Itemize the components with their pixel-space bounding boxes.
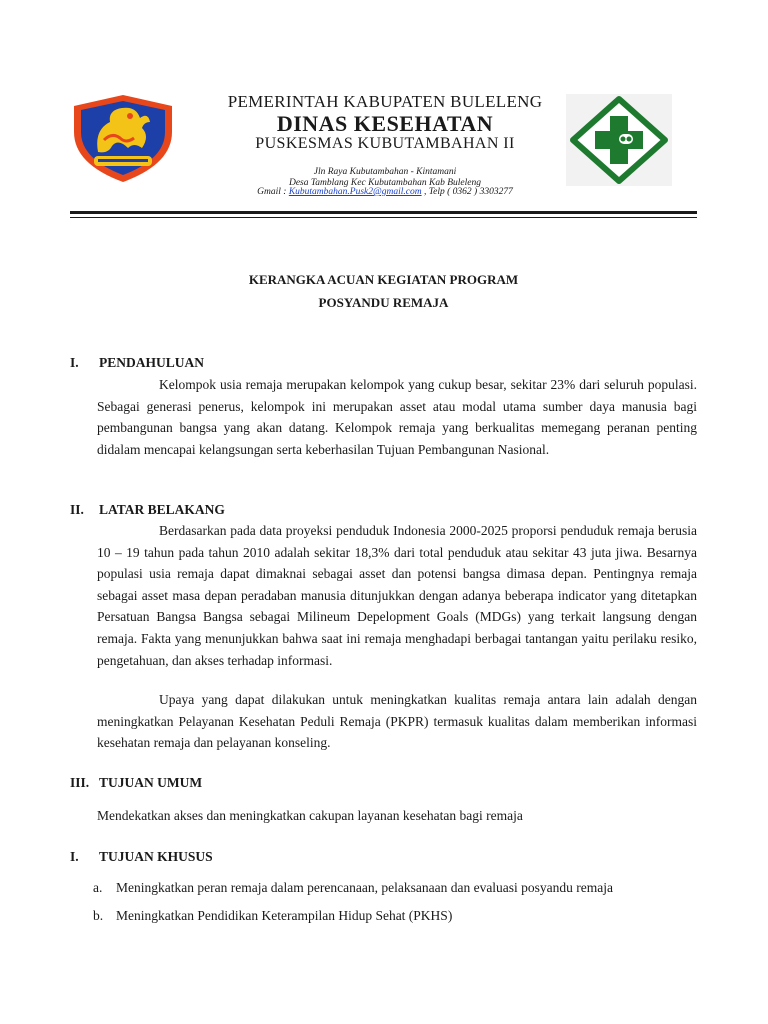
phone-text: , Telp ( 0362 ) 3303277 xyxy=(421,187,513,197)
letterhead-rule-thick xyxy=(70,211,697,214)
gmail-label: Gmail : xyxy=(257,187,289,197)
section-heading-tujuan-khusus xyxy=(70,849,213,865)
section-text: Mendekatkan akses dan meningkatkan cakupan layanan kesehatan bagi remaja xyxy=(97,808,523,823)
section-number: III. xyxy=(70,775,90,790)
address-line-1: Jln Raya Kubutambahan - Kintamani xyxy=(313,167,457,177)
letterhead-rule-thin xyxy=(70,217,697,218)
section-paragraph: Kelompok usia remaja merupakan kelompok yang cukup besar, sekitar 23% dari seluruh populasi. Sebagai generasi penerus, kelompok ini merupakan asset atau modal utama sumber daya manusia bagi pembangunan bangsa yang akan datang. Kelompok remaja yang berkualitas memegang peranan penting didalam mencapai kelangsungan serta keberhasilan Tujuan Pembangunan Nasional. xyxy=(97,377,697,457)
document-subtitle: POSYANDU REMAJA xyxy=(318,295,449,310)
list-item xyxy=(93,880,613,896)
document-title: KERANGKA ACUAN KEGIATAN PROGRAM xyxy=(248,272,519,287)
list-item xyxy=(93,908,452,924)
section-title: LATAR BELAKANG xyxy=(99,502,225,517)
puskesmas-emblem-icon xyxy=(566,94,672,186)
list-text: Meningkatkan Pendidikan Keterampilan Hidup Sehat (PKHS) xyxy=(116,908,453,923)
section-paragraph: Upaya yang dapat dilakukan untuk meningkatkan kualitas remaja antara lain adalah dengan meningkatkan Pelayanan Kesehatan Peduli Remaja (PKPR) termasuk kualitas dalam memberikan informasi kesehatan remaja dan pelayanan konseling. xyxy=(97,692,697,751)
section-heading-pendahuluan xyxy=(70,355,204,371)
unit-name: PUSKESMAS KUBUTAMBAHAN II xyxy=(255,135,515,152)
buleleng-emblem-icon xyxy=(68,92,178,184)
address-line-2: Desa Tamblang Kec Kubutambahan Kab Buleleng xyxy=(288,178,482,188)
email-link[interactable]: Kubutambahan.Pusk2@gmail.com xyxy=(288,187,422,197)
section-title: TUJUAN KHUSUS xyxy=(99,849,213,864)
government-name: PEMERINTAH KABUPATEN BULELENG xyxy=(227,92,543,111)
section-paragraph: Berdasarkan pada data proyeksi penduduk Indonesia 2000-2025 proporsi penduduk remaja berusia 10 – 19 tahun pada tahun 2010 adalah sekitar 18,3% dari total penduduk atau sekitar 43 juta jiwa. Besarnya populasi usia remaja dapat dimaknai sebagai asset dan potensi bangsa dimasa depan. Pentingnya remaja sebagai asset masa depan peradaban manusia ditunjukkan dengan adanya beberapa indicator yang ditetapkan Persatuan Bangsa Bangsa sebagai Milineum Depelopment Goals (MDGs) yang terkait langsung dengan remaja. Fakta yang menunjukkan bahwa saat ini remaja menghadapi berbagai tantangan yaitu perilaku resiko, pengetahuan, dan akses terhadap informasi. xyxy=(97,523,697,668)
list-text: Meningkatkan peran remaja dalam perencanaan, pelaksanaan dan evaluasi posyandu remaja xyxy=(116,880,614,895)
section-heading-tujuan-umum xyxy=(70,775,202,791)
agency-name: DINAS KESEHATAN xyxy=(276,111,494,136)
list-marker: b. xyxy=(93,908,104,923)
section-title: PENDAHULUAN xyxy=(99,355,205,370)
contact-line xyxy=(180,187,590,198)
section-title: TUJUAN UMUM xyxy=(99,775,203,790)
section-number: II. xyxy=(70,502,84,517)
section-heading-latar-belakang xyxy=(70,502,225,518)
section-number: I. xyxy=(70,355,79,370)
section-number: I. xyxy=(70,849,79,864)
list-marker: a. xyxy=(93,880,103,895)
